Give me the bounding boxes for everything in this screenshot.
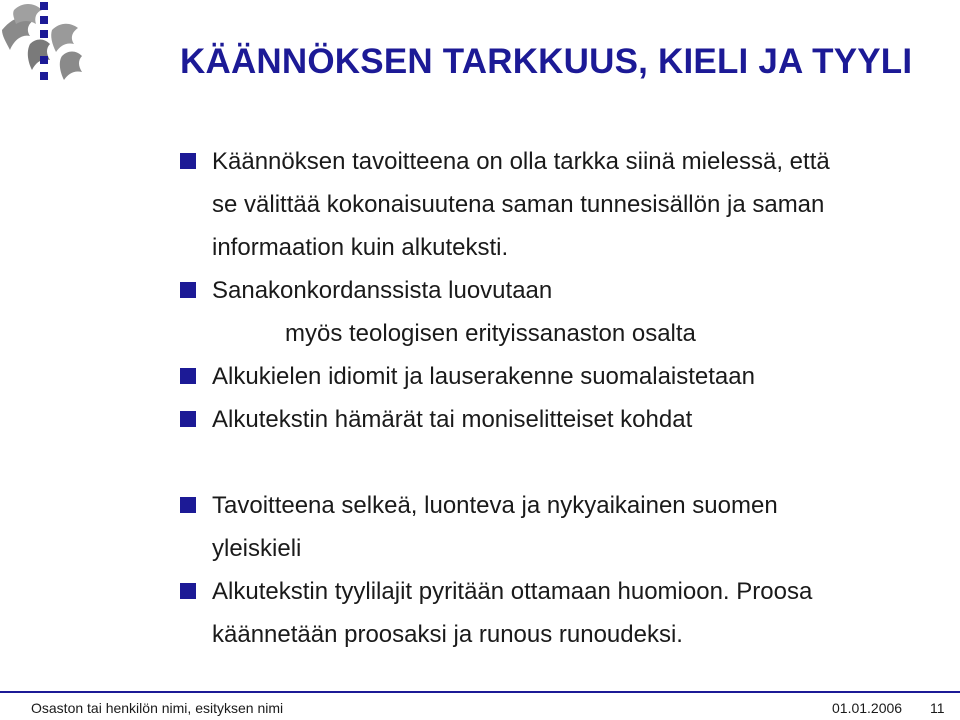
bullet-line: yleiskieli [212,535,302,562]
square-bullet-icon [180,282,196,298]
slide-title: KÄÄNNÖKSEN TARKKUUS, KIELI JA TYYLI [180,42,913,81]
bullet-line: se välittää kokonaisuutena saman tunnesisällön ja saman [212,191,825,218]
square-bullet-icon [180,153,196,169]
bullet-item [180,140,950,269]
university-flame-logo-icon [0,0,100,90]
bullet-gap [180,441,950,484]
footer-presentation-name: Osaston tai henkilön nimi, esityksen nimi [31,700,284,716]
bullet-line: Sanakonkordanssista luovutaan [212,277,553,304]
bullet-item [180,398,950,441]
square-bullet-icon [180,368,196,384]
bullet-item [180,269,950,312]
footer-date: 01.01.2006 [832,700,903,716]
square-bullet-icon [180,583,196,599]
square-bullet-icon [180,411,196,427]
bullet-item [180,484,950,570]
bullet-line: Alkukielen idiomit ja lauserakenne suomalaistetaan [212,363,755,390]
bullet-item [180,570,950,656]
bullet-line: Alkutekstin tyylilajit pyritään ottamaan huomioon. Proosa [212,578,813,605]
bullet-line: käännetään proosaksi ja runous runoudeksi. [212,621,683,648]
bullet-item [180,355,950,398]
bullet-continuation: myös teologisen erityissanaston osalta [285,320,696,347]
bullet-line: Alkutekstin hämärät tai moniselitteiset kohdat [212,406,693,433]
bullet-line: informaation kuin alkuteksti. [212,234,509,261]
footer-page-number: 11 [930,700,945,716]
slide-footer [0,697,960,720]
square-bullet-icon [180,497,196,513]
bullet-line: Tavoitteena selkeä, luonteva ja nykyaikainen suomen [212,492,778,519]
bullet-line: Käännöksen tavoitteena on olla tarkka siinä mielessä, että [212,148,830,175]
bullet-list [180,140,950,656]
footer-divider [0,691,960,693]
